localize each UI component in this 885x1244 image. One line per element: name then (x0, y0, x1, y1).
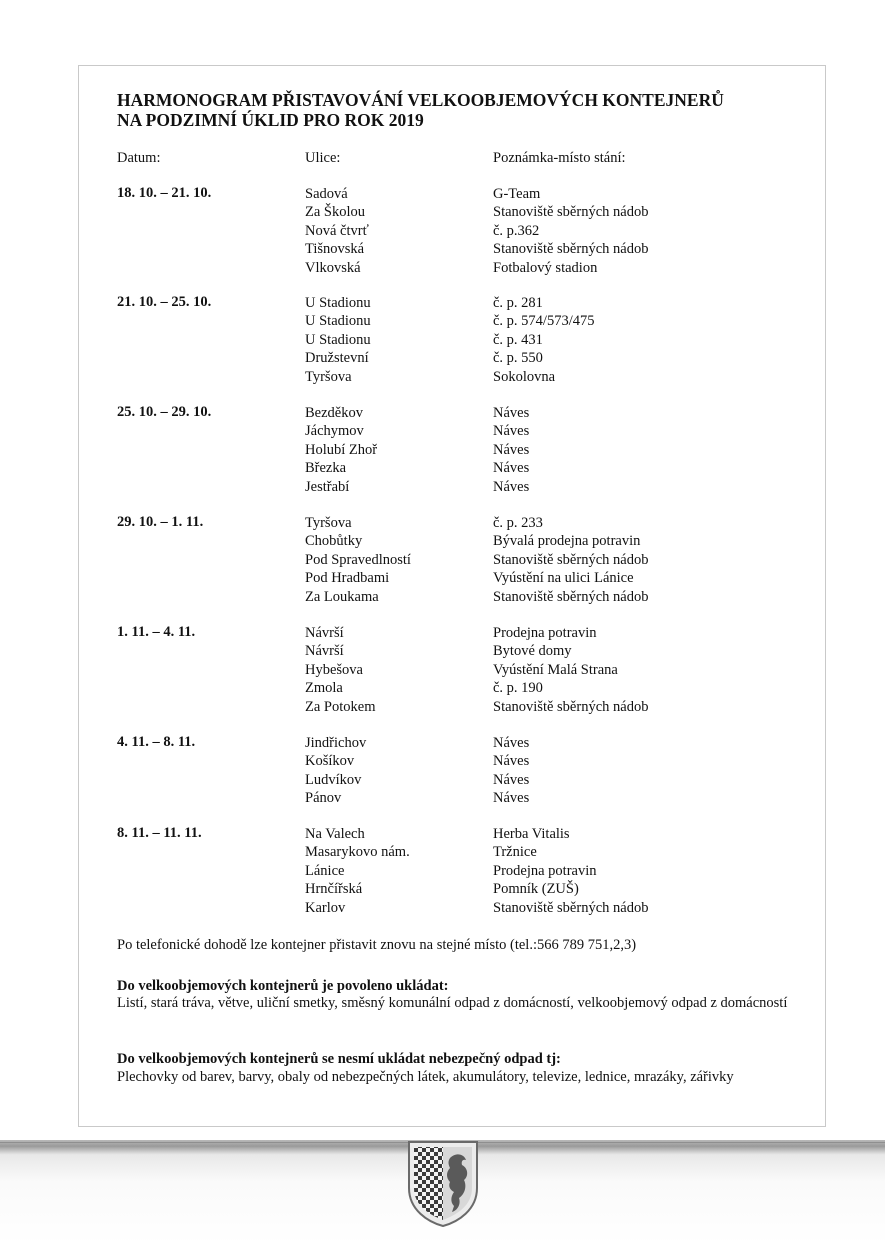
table-row (0, 752, 885, 770)
group-date: 1. 11. – 4. 11. (117, 624, 196, 640)
note-cell: Náves (493, 460, 530, 477)
table-row (0, 203, 885, 221)
note-cell: Prodejna potravin (493, 862, 597, 879)
table-row (0, 312, 885, 330)
table-row (0, 843, 885, 861)
table-row (0, 478, 885, 496)
note-cell: Náves (493, 771, 530, 788)
street-cell: U Stadionu (305, 313, 371, 330)
note-cell: Prodejna potravin (493, 625, 597, 641)
street-cell: Pod Spravedlností (305, 551, 411, 568)
street-cell: Za Potokem (305, 698, 376, 715)
note-cell: Herba Vitalis (493, 826, 570, 842)
note-cell: Vyústění na ulici Lánice (493, 570, 634, 587)
note-cell: č. p. 431 (493, 331, 543, 348)
table-row (0, 404, 885, 422)
street-cell: Jáchymov (305, 423, 364, 440)
note-cell: Fotbalový stadion (493, 259, 598, 276)
note-cell: č. p. 281 (493, 295, 543, 311)
street-cell: U Stadionu (305, 295, 371, 311)
street-cell: Hrnčířská (305, 881, 363, 898)
note-cell: Náves (493, 423, 530, 440)
table-row (0, 569, 885, 587)
street-cell: Návrší (305, 643, 344, 660)
note-cell: Náves (493, 478, 530, 495)
street-cell: Za Loukama (305, 588, 379, 605)
note-cell: Sokolovna (493, 368, 556, 385)
note-cell: Bytové domy (493, 643, 572, 660)
table-row (0, 624, 885, 642)
table-row (0, 679, 885, 697)
street-cell: Zmola (305, 680, 343, 697)
group-date: 25. 10. – 29. 10. (117, 404, 212, 420)
street-cell: Jindřichov (305, 735, 367, 751)
note-cell: Stanoviště sběrných nádob (493, 588, 649, 605)
street-cell: Hybešova (305, 661, 363, 678)
note-cell: Náves (493, 790, 530, 807)
table-row (0, 349, 885, 367)
street-cell: Sadová (305, 186, 348, 202)
group-date: 4. 11. – 8. 11. (117, 734, 196, 750)
note-cell: Náves (493, 441, 530, 458)
street-cell: Nová čtvrť (305, 222, 369, 239)
street-cell: Masarykovo nám. (305, 844, 410, 861)
table-row (0, 368, 885, 386)
group-date: 29. 10. – 1. 11. (117, 514, 204, 530)
table-row (0, 661, 885, 679)
street-cell: Vlkovská (305, 259, 361, 276)
group-date: 21. 10. – 25. 10. (117, 294, 212, 310)
table-row (0, 459, 885, 477)
table-row (0, 734, 885, 752)
table-row (0, 642, 885, 660)
note-cell: Pomník (ZUŠ) (493, 881, 579, 898)
table-row (0, 514, 885, 532)
note-cell: Stanoviště sběrných nádob (493, 241, 649, 258)
table-row (0, 698, 885, 716)
table-row (0, 331, 885, 349)
title-line-2: NA PODZIMNÍ ÚKLID PRO ROK 2019 (117, 110, 424, 130)
street-cell: Březka (305, 460, 347, 477)
column-header-street: Ulice: (305, 150, 341, 166)
table-row (0, 185, 885, 203)
note-cell: Náves (493, 735, 530, 751)
note-cell: Stanoviště sběrných nádob (493, 204, 649, 221)
street-cell: Bezděkov (305, 405, 363, 421)
table-row (0, 588, 885, 606)
forbidden-text: Plechovky od barev, barvy, obaly od nebezpečných látek, akumulátory, televize, lednice, mrazáky, zářivky (117, 1069, 734, 1085)
note-cell: Bývalá prodejna potravin (493, 533, 641, 550)
note-cell: G-Team (493, 186, 541, 202)
street-cell: Holubí Zhoř (305, 441, 378, 458)
table-row (0, 532, 885, 550)
street-cell: Na Valech (305, 826, 365, 842)
table-row (0, 422, 885, 440)
street-cell: Lánice (305, 862, 345, 879)
phone-note: Po telefonické dohodě lze kontejner přistavit znovu na stejné místo (tel.:566 789 751,2,3) (117, 937, 637, 953)
table-row (0, 551, 885, 569)
street-cell: Jestřabí (305, 478, 350, 495)
column-header-note: Poznámka-místo stání: (493, 150, 626, 166)
note-cell: č. p.362 (493, 222, 540, 239)
column-header-date: Datum: (117, 150, 161, 166)
table-row (0, 259, 885, 277)
table-row (0, 825, 885, 843)
note-cell: č. p. 190 (493, 680, 543, 697)
street-cell: Košíkov (305, 753, 355, 770)
street-cell: Družstevní (305, 350, 369, 367)
document-title (117, 90, 807, 130)
note-cell: č. p. 233 (493, 515, 543, 531)
title-line-1: HARMONOGRAM PŘISTAVOVÁNÍ VELKOOBJEMOVÝCH KONTEJNERŮ (117, 90, 724, 110)
street-cell: Návrší (305, 625, 344, 641)
table-row (0, 222, 885, 240)
street-cell: Za Školou (305, 204, 366, 221)
note-cell: Stanoviště sběrných nádob (493, 698, 649, 715)
street-cell: Pod Hradbami (305, 570, 390, 587)
street-cell: Tyršova (305, 515, 352, 531)
forbidden-heading: Do velkoobjemových kontejnerů se nesmí ukládat nebezpečný odpad tj: (117, 1051, 561, 1067)
note-cell: č. p. 550 (493, 350, 543, 367)
street-cell: Pánov (305, 790, 342, 807)
allowed-text: Listí, stará tráva, větve, uliční smetky, směsný komunální odpad z domácností, velkoobjemový odpad z domácností (117, 995, 788, 1011)
allowed-heading: Do velkoobjemových kontejnerů je povoleno ukládat: (117, 978, 449, 994)
table-row (0, 240, 885, 258)
group-date: 18. 10. – 21. 10. (117, 185, 212, 201)
table-row (0, 294, 885, 312)
table-row (0, 789, 885, 807)
table-row (0, 441, 885, 459)
street-cell: Karlov (305, 899, 346, 916)
coat-of-arms-icon (406, 1140, 480, 1228)
note-cell: Náves (493, 405, 530, 421)
table-row (0, 899, 885, 917)
table-row (0, 771, 885, 789)
street-cell: Ludvíkov (305, 771, 362, 788)
street-cell: U Stadionu (305, 331, 371, 348)
group-date: 8. 11. – 11. 11. (117, 825, 202, 841)
table-row (0, 862, 885, 880)
note-cell: Stanoviště sběrných nádob (493, 899, 649, 916)
street-cell: Chobůtky (305, 533, 363, 550)
street-cell: Tišnovská (305, 241, 365, 258)
note-cell: Tržnice (493, 844, 537, 861)
note-cell: Vyústění Malá Strana (493, 661, 618, 678)
street-cell: Tyršova (305, 368, 352, 385)
note-cell: Stanoviště sběrných nádob (493, 551, 649, 568)
note-cell: Náves (493, 753, 530, 770)
table-row (0, 880, 885, 898)
note-cell: č. p. 574/573/475 (493, 313, 595, 330)
